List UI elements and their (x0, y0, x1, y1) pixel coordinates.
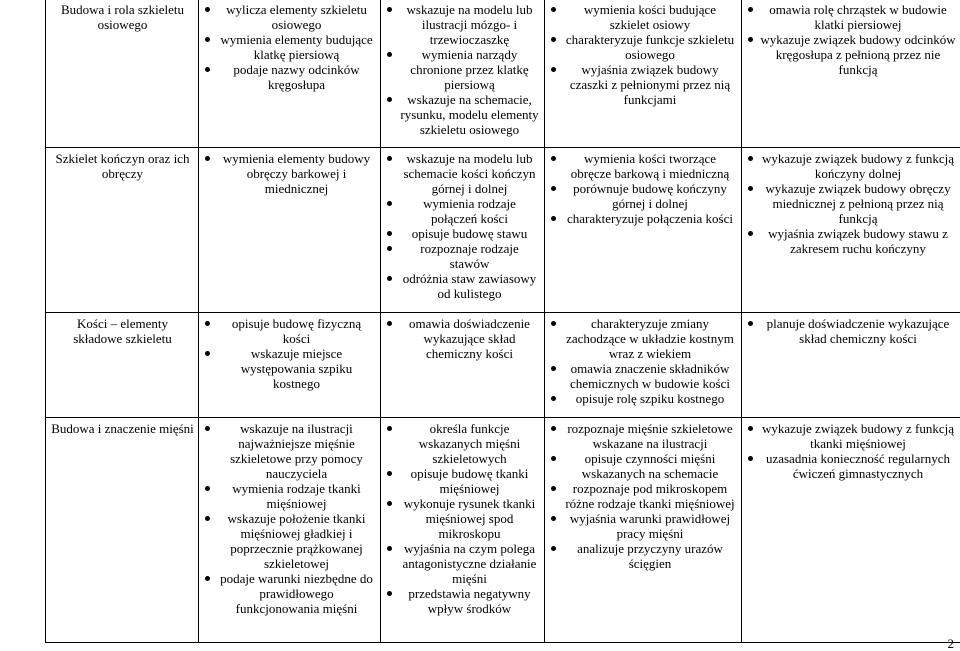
list-item: wskazuje miejsce występowania szpiku kostnego (204, 346, 376, 391)
list-item: wyjaśnia na czym polega antagonistyczne działanie mięśni (386, 541, 540, 586)
list-item: wskazuje położenie tkanki mięśniowej gładkiej i poprzecznie prążkowanej szkieletowej (204, 511, 376, 571)
list-item: wykazuje związek budowy z funkcją tkanki mięśniowej (747, 421, 956, 451)
list-item: rozpoznaje rodzaje stawów (386, 241, 540, 271)
requirements-cell (742, 313, 960, 418)
list-item: wymienia rodzaje połączeń kości (386, 196, 540, 226)
table-row (46, 418, 960, 643)
requirements-cell (381, 313, 545, 418)
list-item: rozpoznaje pod mikroskopem różne rodzaje tkanki mięśniowej (550, 481, 737, 511)
topic-cell (46, 313, 199, 418)
list-item: podaje warunki niezbędne do prawidłowego funkcjonowania mięśni (204, 571, 376, 616)
list-item: charakteryzuje funkcje szkieletu osiowego (550, 32, 737, 62)
requirements-cell (545, 313, 742, 418)
requirements-cell (199, 0, 381, 148)
list-item: wymienia elementy budujące klatkę piersiową (204, 32, 376, 62)
requirements-cell (545, 0, 742, 148)
topic-label: Szkielet kończyn oraz ich obręczy (55, 151, 190, 181)
topic-label: Budowa i znaczenie mięśni (51, 421, 194, 436)
list-item: opisuje rolę szpiku kostnego (550, 391, 737, 406)
requirements-cell (742, 0, 960, 148)
list-item: wykazuje związek budowy obręczy miednicznej z pełnioną przez nią funkcją (747, 181, 956, 226)
list-item: wymienia narządy chronione przez klatkę piersiową (386, 47, 540, 92)
list-item: wymienia kości budujące szkielet osiowy (550, 2, 737, 32)
page-number: 2 (947, 636, 954, 651)
list-item: opisuje budowę stawu (386, 226, 540, 241)
list-item: porównuje budowę kończyny górnej i dolnej (550, 181, 737, 211)
list-item: wskazuje na modelu lub schemacie kości kończyn górnej i dolnej (386, 151, 540, 196)
topic-cell (46, 418, 199, 643)
list-item: wyjaśnia związek budowy czaszki z pełnionymi przez nią funkcjami (550, 62, 737, 107)
list-item: wskazuje na modelu lub ilustracji mózgo- i trzewioczaszkę (386, 2, 540, 47)
topic-label: Budowa i rola szkieletu osiowego (60, 2, 185, 32)
table-row (46, 0, 960, 148)
requirements-cell (381, 148, 545, 313)
table-row (46, 313, 960, 418)
list-item: charakteryzuje zmiany zachodzące w układzie kostnym wraz z wiekiem (550, 316, 737, 361)
topic-cell (46, 0, 199, 148)
list-item: podaje nazwy odcinków kręgosłupa (204, 62, 376, 92)
list-item: uzasadnia konieczność regularnych ćwiczeń gimnastycznych (747, 451, 956, 481)
list-item: wymienia rodzaje tkanki mięśniowej (204, 481, 376, 511)
list-item: opisuje czynności mięśni wskazanych na schemacie (550, 451, 737, 481)
list-item: planuje doświadczenie wykazujące skład chemiczny kości (747, 316, 956, 346)
list-item: wykazuje związek budowy odcinków kręgosłupa z pełnioną przez nie funkcją (747, 32, 956, 77)
topic-cell (46, 148, 199, 313)
list-item: omawia rolę chrząstek w budowie klatki piersiowej (747, 2, 956, 32)
requirements-cell (545, 148, 742, 313)
requirements-cell (381, 418, 545, 643)
list-item: omawia znaczenie składników chemicznych w budowie kości (550, 361, 737, 391)
list-item: wykonuje rysunek tkanki mięśniowej spod mikroskopu (386, 496, 540, 541)
list-item: charakteryzuje połączenia kości (550, 211, 737, 226)
requirements-table (45, 0, 960, 643)
list-item: opisuje budowę tkanki mięśniowej (386, 466, 540, 496)
requirements-cell (199, 313, 381, 418)
table-row (46, 148, 960, 313)
list-item: omawia doświadczenie wykazujące skład chemiczny kości (386, 316, 540, 361)
requirements-cell (742, 418, 960, 643)
list-item: wylicza elementy szkieletu osiowego (204, 2, 376, 32)
requirements-cell (742, 148, 960, 313)
list-item: analizuje przyczyny urazów ścięgien (550, 541, 737, 571)
topic-label: Kości – elementy składowe szkieletu (73, 316, 172, 346)
list-item: wskazuje na schemacie, rysunku, modelu elementy szkieletu osiowego (386, 92, 540, 137)
requirements-cell (381, 0, 545, 148)
list-item: wskazuje na ilustracji najważniejsze mięśnie szkieletowe przy pomocy nauczyciela (204, 421, 376, 481)
requirements-cell (199, 418, 381, 643)
list-item: wyjaśnia warunki prawidłowej pracy mięśni (550, 511, 737, 541)
list-item: wyjaśnia związek budowy stawu z zakresem ruchu kończyny (747, 226, 956, 256)
list-item: rozpoznaje mięśnie szkieletowe wskazane na ilustracji (550, 421, 737, 451)
list-item: opisuje budowę fizyczną kości (204, 316, 376, 346)
requirements-cell (199, 148, 381, 313)
list-item: wymienia kości tworzące obręcze barkową i miedniczną (550, 151, 737, 181)
list-item: odróżnia staw zawiasowy od kulistego (386, 271, 540, 301)
list-item: określa funkcje wskazanych mięśni szkieletowych (386, 421, 540, 466)
list-item: wykazuje związek budowy z funkcją kończyny dolnej (747, 151, 956, 181)
list-item: przedstawia negatywny wpływ środków (386, 586, 540, 616)
requirements-cell (545, 418, 742, 643)
list-item: wymienia elementy budowy obręczy barkowej i miednicznej (204, 151, 376, 196)
